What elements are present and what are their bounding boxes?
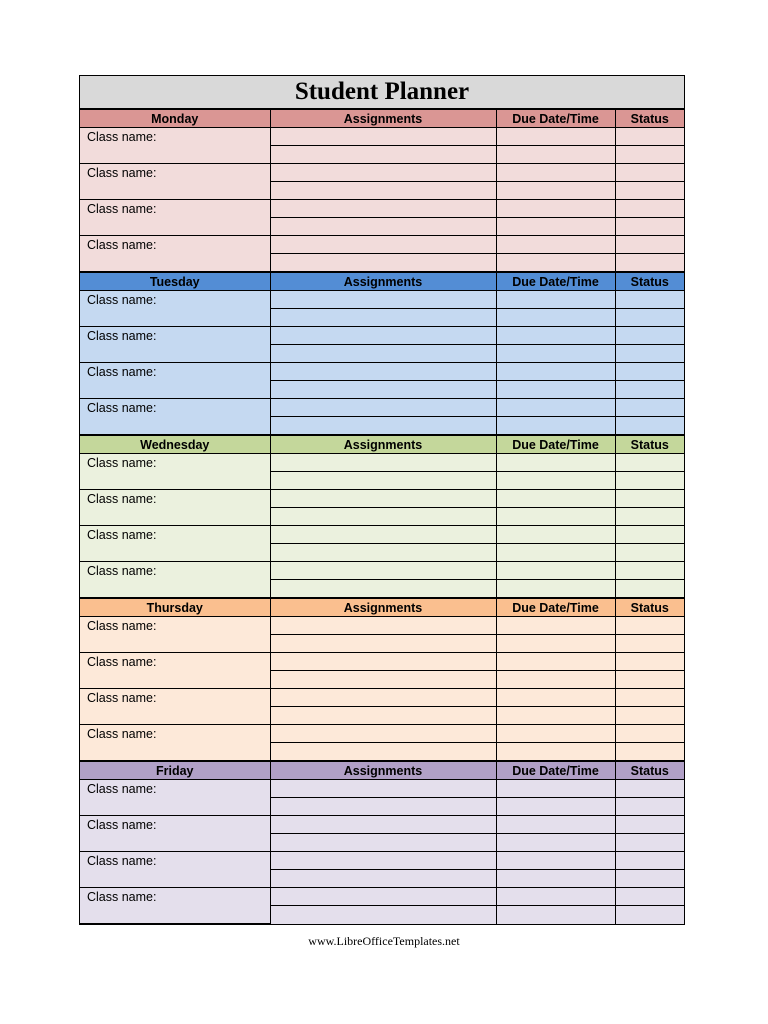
status-cell[interactable]	[615, 399, 684, 417]
assignment-cell[interactable]	[270, 146, 496, 164]
status-cell[interactable]	[615, 128, 684, 146]
status-cell[interactable]	[615, 707, 684, 725]
due-date-cell[interactable]	[496, 852, 615, 870]
table-row	[80, 617, 684, 635]
page-title: Student Planner	[80, 76, 684, 109]
table-row	[80, 562, 684, 580]
status-cell[interactable]	[615, 472, 684, 490]
assignment-cell[interactable]	[270, 798, 496, 816]
status-cell[interactable]	[615, 454, 684, 472]
due-date-cell[interactable]	[496, 544, 615, 562]
status-cell[interactable]	[615, 490, 684, 508]
assignment-cell[interactable]	[270, 544, 496, 562]
status-cell[interactable]	[615, 544, 684, 562]
assignment-cell[interactable]	[270, 653, 496, 671]
assignment-cell[interactable]	[270, 725, 496, 743]
day-header-row	[80, 110, 684, 128]
due-date-cell[interactable]	[496, 254, 615, 272]
due-date-cell[interactable]	[496, 128, 615, 146]
class-name-cell[interactable]: Class name:	[80, 653, 270, 689]
class-name-cell[interactable]: Class name:	[80, 200, 270, 236]
assignment-cell[interactable]	[270, 834, 496, 852]
status-header: Status	[615, 110, 684, 128]
day-header-row	[80, 273, 684, 291]
status-cell[interactable]	[615, 291, 684, 309]
day-header-row	[80, 762, 684, 780]
due-date-header: Due Date/Time	[496, 436, 615, 454]
due-date-cell[interactable]	[496, 617, 615, 635]
table-row	[80, 236, 684, 254]
due-date-cell[interactable]	[496, 218, 615, 236]
due-date-header: Due Date/Time	[496, 599, 615, 617]
class-name-cell[interactable]: Class name:	[80, 291, 270, 327]
status-cell[interactable]	[615, 200, 684, 218]
class-name-cell[interactable]: Class name:	[80, 780, 270, 816]
due-date-cell[interactable]	[496, 562, 615, 580]
status-header: Status	[615, 436, 684, 454]
due-date-cell[interactable]	[496, 526, 615, 544]
table-row	[80, 888, 684, 906]
assignment-cell[interactable]	[270, 852, 496, 870]
day-name-header: Friday	[80, 762, 270, 780]
table-row	[80, 327, 684, 345]
assignment-cell[interactable]	[270, 490, 496, 508]
assignment-cell[interactable]	[270, 906, 496, 924]
assignment-cell[interactable]	[270, 888, 496, 906]
day-section-wednesday	[80, 435, 684, 598]
assignment-cell[interactable]	[270, 671, 496, 689]
status-cell[interactable]	[615, 834, 684, 852]
status-cell[interactable]	[615, 870, 684, 888]
class-name-cell[interactable]: Class name:	[80, 526, 270, 562]
due-date-cell[interactable]	[496, 472, 615, 490]
day-header-row	[80, 599, 684, 617]
assignments-header: Assignments	[270, 436, 496, 454]
due-date-cell[interactable]	[496, 417, 615, 435]
due-date-cell[interactable]	[496, 236, 615, 254]
assignment-cell[interactable]	[270, 200, 496, 218]
day-section-thursday	[80, 598, 684, 761]
due-date-cell[interactable]	[496, 182, 615, 200]
assignment-cell[interactable]	[270, 291, 496, 309]
class-name-cell[interactable]: Class name:	[80, 562, 270, 598]
table-row	[80, 490, 684, 508]
status-header: Status	[615, 599, 684, 617]
assignment-cell[interactable]	[270, 635, 496, 653]
table-row	[80, 780, 684, 798]
class-name-cell[interactable]: Class name:	[80, 689, 270, 725]
due-date-cell[interactable]	[496, 490, 615, 508]
status-cell[interactable]	[615, 164, 684, 182]
due-date-cell[interactable]	[496, 834, 615, 852]
table-row	[80, 454, 684, 472]
status-cell[interactable]	[615, 816, 684, 834]
due-date-cell[interactable]	[496, 164, 615, 182]
due-date-cell[interactable]	[496, 653, 615, 671]
status-cell[interactable]	[615, 508, 684, 526]
day-name-header: Tuesday	[80, 273, 270, 291]
class-name-cell[interactable]: Class name:	[80, 888, 270, 924]
due-date-cell[interactable]	[496, 671, 615, 689]
footer-url: www.LibreOfficeTemplates.net	[308, 934, 460, 948]
status-cell[interactable]	[615, 689, 684, 707]
day-name-header: Thursday	[80, 599, 270, 617]
due-date-cell[interactable]	[496, 906, 615, 924]
status-cell[interactable]	[615, 671, 684, 689]
assignment-cell[interactable]	[270, 689, 496, 707]
assignment-cell[interactable]	[270, 562, 496, 580]
class-name-cell[interactable]: Class name:	[80, 164, 270, 200]
due-date-cell[interactable]	[496, 816, 615, 834]
status-cell[interactable]	[615, 345, 684, 363]
day-section-monday	[80, 109, 684, 272]
due-date-cell[interactable]	[496, 743, 615, 761]
due-date-cell[interactable]	[496, 399, 615, 417]
due-date-cell[interactable]	[496, 888, 615, 906]
class-name-cell[interactable]: Class name:	[80, 399, 270, 435]
class-name-cell[interactable]: Class name:	[80, 236, 270, 272]
assignment-cell[interactable]	[270, 327, 496, 345]
due-date-cell[interactable]	[496, 580, 615, 598]
day-header-row	[80, 436, 684, 454]
assignment-cell[interactable]	[270, 417, 496, 435]
due-date-cell[interactable]	[496, 508, 615, 526]
assignment-cell[interactable]	[270, 399, 496, 417]
status-cell[interactable]	[615, 798, 684, 816]
assignment-cell[interactable]	[270, 254, 496, 272]
class-name-cell[interactable]: Class name:	[80, 725, 270, 761]
status-cell[interactable]	[615, 526, 684, 544]
assignment-cell[interactable]	[270, 345, 496, 363]
assignment-cell[interactable]	[270, 870, 496, 888]
status-cell[interactable]	[615, 182, 684, 200]
assignments-header: Assignments	[270, 762, 496, 780]
assignment-cell[interactable]	[270, 472, 496, 490]
assignment-cell[interactable]	[270, 164, 496, 182]
assignment-cell[interactable]	[270, 381, 496, 399]
due-date-cell[interactable]	[496, 707, 615, 725]
due-date-cell[interactable]	[496, 381, 615, 399]
assignment-cell[interactable]	[270, 182, 496, 200]
status-cell[interactable]	[615, 780, 684, 798]
due-date-header: Due Date/Time	[496, 110, 615, 128]
class-name-cell[interactable]: Class name:	[80, 816, 270, 852]
day-section-friday	[80, 761, 684, 924]
class-name-cell[interactable]: Class name:	[80, 327, 270, 363]
class-name-cell[interactable]: Class name:	[80, 617, 270, 653]
due-date-header: Due Date/Time	[496, 273, 615, 291]
status-cell[interactable]	[615, 327, 684, 345]
assignment-cell[interactable]	[270, 617, 496, 635]
status-cell[interactable]	[615, 236, 684, 254]
due-date-cell[interactable]	[496, 291, 615, 309]
assignment-cell[interactable]	[270, 218, 496, 236]
due-date-cell[interactable]	[496, 454, 615, 472]
assignment-cell[interactable]	[270, 128, 496, 146]
class-name-cell[interactable]: Class name:	[80, 128, 270, 164]
status-cell[interactable]	[615, 580, 684, 598]
due-date-cell[interactable]	[496, 870, 615, 888]
assignment-cell[interactable]	[270, 236, 496, 254]
day-section-tuesday	[80, 272, 684, 435]
assignments-header: Assignments	[270, 110, 496, 128]
status-cell[interactable]	[615, 635, 684, 653]
assignment-cell[interactable]	[270, 816, 496, 834]
class-name-cell[interactable]: Class name:	[80, 490, 270, 526]
assignments-header: Assignments	[270, 273, 496, 291]
assignment-cell[interactable]	[270, 309, 496, 327]
due-date-cell[interactable]	[496, 725, 615, 743]
assignment-cell[interactable]	[270, 780, 496, 798]
planner-body	[80, 109, 684, 924]
table-row	[80, 689, 684, 707]
status-cell[interactable]	[615, 743, 684, 761]
day-name-header: Wednesday	[80, 436, 270, 454]
status-cell[interactable]	[615, 725, 684, 743]
assignment-cell[interactable]	[270, 363, 496, 381]
due-date-cell[interactable]	[496, 798, 615, 816]
assignment-cell[interactable]	[270, 526, 496, 544]
due-date-header: Due Date/Time	[496, 762, 615, 780]
class-name-cell[interactable]: Class name:	[80, 454, 270, 490]
assignment-cell[interactable]	[270, 508, 496, 526]
status-header: Status	[615, 762, 684, 780]
due-date-cell[interactable]	[496, 780, 615, 798]
due-date-cell[interactable]	[496, 200, 615, 218]
table-row	[80, 653, 684, 671]
assignment-cell[interactable]	[270, 454, 496, 472]
table-row	[80, 128, 684, 146]
day-name-header: Monday	[80, 110, 270, 128]
status-cell[interactable]	[615, 254, 684, 272]
table-row	[80, 291, 684, 309]
status-cell[interactable]	[615, 363, 684, 381]
table-row	[80, 852, 684, 870]
assignment-cell[interactable]	[270, 743, 496, 761]
status-header: Status	[615, 273, 684, 291]
table-row	[80, 200, 684, 218]
table-row	[80, 363, 684, 381]
status-cell[interactable]	[615, 381, 684, 399]
status-cell[interactable]	[615, 852, 684, 870]
status-cell[interactable]	[615, 562, 684, 580]
status-cell[interactable]	[615, 653, 684, 671]
assignment-cell[interactable]	[270, 580, 496, 598]
status-cell[interactable]	[615, 309, 684, 327]
due-date-cell[interactable]	[496, 327, 615, 345]
table-row	[80, 164, 684, 182]
table-row	[80, 816, 684, 834]
table-row	[80, 526, 684, 544]
student-planner	[79, 75, 685, 925]
status-cell[interactable]	[615, 218, 684, 236]
due-date-cell[interactable]	[496, 363, 615, 381]
assignments-header: Assignments	[270, 599, 496, 617]
table-row	[80, 725, 684, 743]
status-cell[interactable]	[615, 617, 684, 635]
status-cell[interactable]	[615, 888, 684, 906]
due-date-cell[interactable]	[496, 345, 615, 363]
status-cell[interactable]	[615, 417, 684, 435]
class-name-cell[interactable]: Class name:	[80, 852, 270, 888]
due-date-cell[interactable]	[496, 309, 615, 327]
assignment-cell[interactable]	[270, 707, 496, 725]
status-cell[interactable]	[615, 146, 684, 164]
due-date-cell[interactable]	[496, 146, 615, 164]
table-row	[80, 399, 684, 417]
due-date-cell[interactable]	[496, 689, 615, 707]
status-cell[interactable]	[615, 906, 684, 924]
class-name-cell[interactable]: Class name:	[80, 363, 270, 399]
due-date-cell[interactable]	[496, 635, 615, 653]
